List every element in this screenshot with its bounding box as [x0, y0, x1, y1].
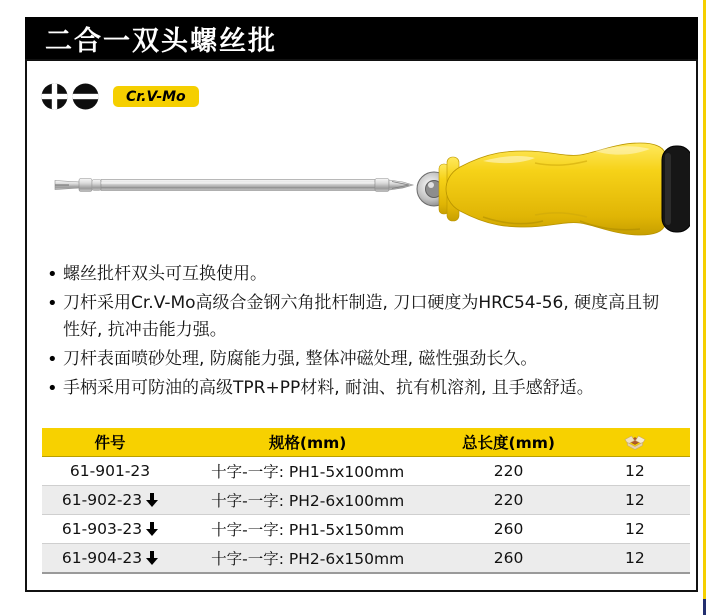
spec-table-body: [42, 457, 690, 574]
header-spec: 规格(mm): [268, 434, 347, 452]
page-title: 二合一双头螺丝批: [45, 25, 277, 57]
product-content-box: [25, 59, 698, 592]
cell-spec: 十字-一字: PH2-6x150mm: [211, 550, 405, 568]
feature-item: • 手柄采用可防油的高级TPR+PP材料, 耐油、抗有机溶剂, 且手感舒适。: [45, 375, 670, 402]
header-pack: [580, 434, 690, 450]
header-length: 总长度(mm): [462, 434, 556, 452]
header-part-no: 件号: [94, 434, 126, 452]
bit-flat-tip: [55, 181, 80, 190]
cell-part-no: 61-904-23: [42, 549, 178, 567]
cell-spec: 十字-一字: PH1-5x150mm: [211, 521, 405, 539]
cell-pack: 12: [625, 462, 645, 480]
tip-type-icon-row: [41, 83, 199, 110]
bit-hex-shaft: [101, 180, 375, 191]
page-edge-strip-yellow: [703, 0, 706, 599]
table-row: [42, 486, 690, 515]
cell-spec: 十字-一字: PH1-5x100mm: [211, 463, 405, 481]
feature-list: [45, 261, 670, 404]
cell-part-no: 61-902-23: [42, 491, 178, 509]
down-arrow-icon: [146, 522, 158, 536]
spec-table-header: [42, 428, 690, 457]
bit-right-collar: [375, 179, 389, 192]
down-arrow-icon: [146, 493, 158, 507]
product-title-bar: [25, 17, 698, 59]
table-row: [42, 457, 690, 486]
cell-pack: 12: [625, 549, 645, 567]
down-arrow-icon: [146, 551, 158, 565]
inner-box-icon: [624, 434, 646, 450]
cell-part-no: 61-901-23: [69, 462, 151, 480]
material-badge: Cr.V-Mo: [113, 86, 199, 107]
bit-phillips-tip: [389, 180, 413, 190]
cell-part-no: 61-903-23: [42, 520, 178, 538]
phillips-head-icon: [41, 83, 68, 110]
slotted-head-icon: [72, 83, 99, 110]
cell-spec: 十字-一字: PH2-6x100mm: [211, 492, 405, 510]
product-handle: [417, 143, 690, 235]
product-image-screwdriver: [35, 131, 690, 247]
cell-length: 220: [493, 491, 524, 509]
cell-length: 260: [493, 520, 524, 538]
bit-left-collar: [79, 179, 92, 192]
feature-item: • 螺丝批杆双头可互换使用。: [45, 261, 670, 288]
cell-pack: 12: [625, 491, 645, 509]
feature-item: • 刀杆表面喷砂处理, 防腐能力强, 整体冲磁处理, 磁性强劲长久。: [45, 346, 670, 373]
page-edge-strip-navy: [703, 599, 706, 615]
table-row: [42, 544, 690, 574]
table-row: [42, 515, 690, 544]
cell-length: 220: [493, 462, 524, 480]
bit-left-ring: [92, 180, 101, 191]
cell-length: 260: [493, 549, 524, 567]
cell-pack: 12: [625, 520, 645, 538]
feature-item: • 刀杆采用Cr.V-Mo高级合金钢六角批杆制造, 刀口硬度为HRC54-56, 硬度高且韧性好, 抗冲击能力强。: [45, 290, 670, 344]
spec-table: [42, 428, 690, 574]
